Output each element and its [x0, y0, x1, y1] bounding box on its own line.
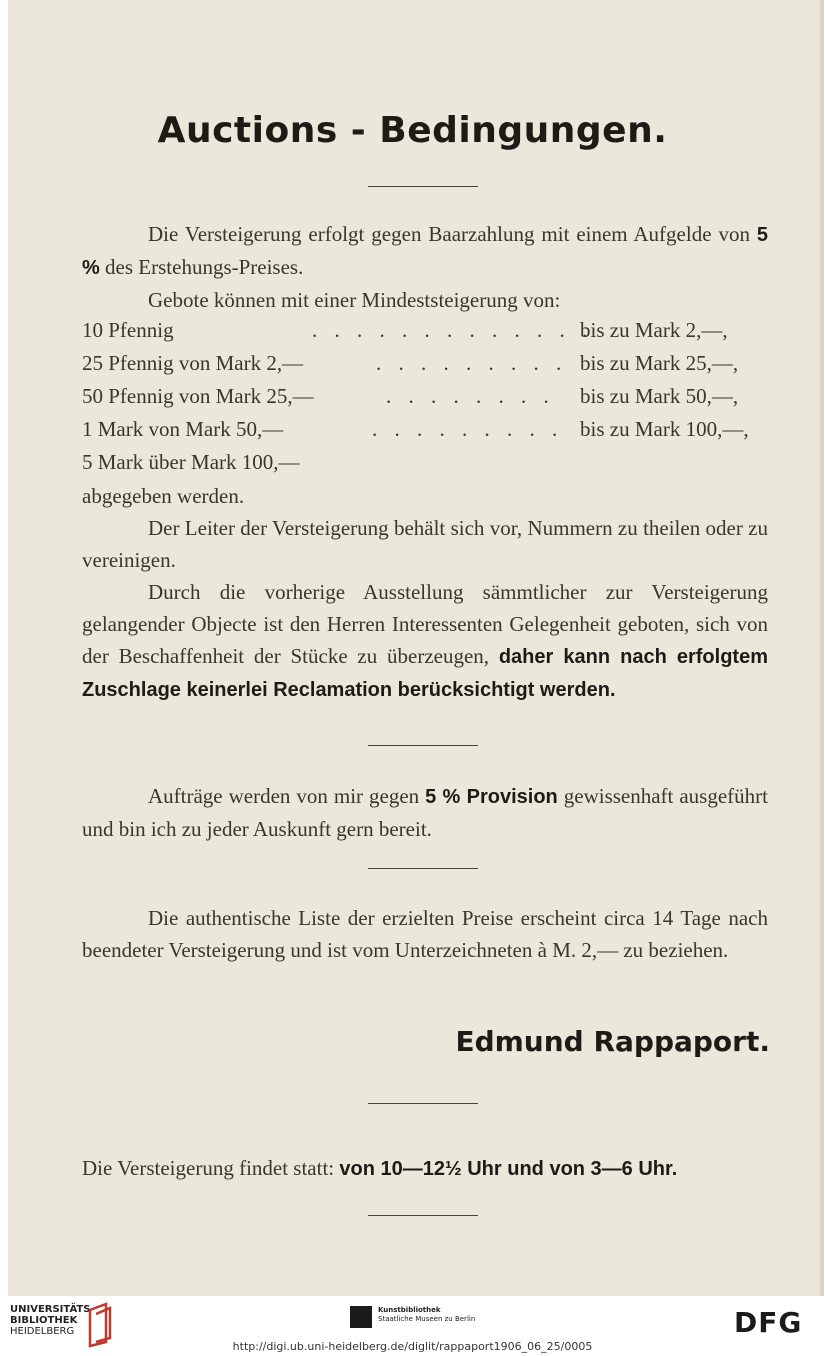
kunstbibliothek-name: Kunstbibliothek Staatliche Museen zu Berlin — [378, 1306, 476, 1323]
premium-percent: 5 % — [82, 224, 768, 279]
divider-rule — [368, 1103, 478, 1104]
tariff-range: bis zu Mark 100,—, — [580, 417, 749, 441]
tariff-range: bis zu Mark 50,—, — [580, 384, 739, 408]
bid-intro: Gebote können mit einer Mindeststeigerung von: — [148, 288, 561, 312]
paragraph-lots: Der Leiter der Versteigerung behält sich vor, Nummern zu theilen oder zu vereinigen. — [82, 516, 768, 572]
auction-hours-pre: Die Versteigerung findet statt: — [82, 1156, 340, 1180]
tariff-leader-dots: . . . . . . . . . — [372, 417, 564, 441]
tariff-leader-dots: . . . . . . . . . — [376, 351, 568, 375]
auction-hours — [82, 1156, 772, 1181]
library-name: UNIVERSITÄTS- BIBLIOTHEK HEIDELBERG — [10, 1304, 95, 1337]
tariff-lead: 1 Mark von Mark 50,— — [82, 417, 284, 441]
table-row — [82, 314, 772, 347]
auction-hours-times: von 10—12½ Uhr und von 3—6 Uhr. — [339, 1158, 678, 1180]
tariff-lead: 10 Pfennig — [82, 318, 174, 342]
table-row — [82, 413, 772, 446]
paragraph-payment — [82, 218, 768, 316]
payment-text-post: des Erstehungs-Preises. — [99, 255, 304, 279]
tariff-lead: 50 Pfennig von Mark 25,— — [82, 384, 314, 408]
table-row — [82, 446, 772, 479]
tariff-lead: 5 Mark über Mark 100,— — [82, 450, 300, 474]
tariff-lead: 25 Pfennig von Mark 2,— — [82, 351, 304, 375]
no-reclamation-notice: daher kann nach erfolgtem Zuschlage keinerlei Reclamation berücksichtigt werden. — [82, 646, 768, 701]
table-row — [82, 380, 772, 413]
divider-rule — [368, 868, 478, 869]
pricelist-text: Die authentische Liste der erzielten Preise erscheint circa 14 Tage nach beendeter Versteigerung und ist vom Unterzeichneten à M. 2,— zu beziehen. — [82, 906, 768, 962]
tariff-range: bis zu Mark 2,—, — [580, 318, 728, 342]
paragraph-pricelist — [82, 902, 768, 966]
source-url[interactable]: http://digi.ub.uni-heidelberg.de/diglit/rappaport1906_06_25/0005 — [232, 1340, 593, 1353]
kunstbibliothek-logo-icon — [350, 1306, 372, 1328]
payment-text-pre: Die Versteigerung erfolgt gegen Baarzahlung mit einem Aufgelde von — [148, 222, 757, 246]
commission-text-pre: Aufträge werden von mir gegen — [148, 784, 426, 808]
tariff-range: bis zu Mark 25,—, — [580, 351, 739, 375]
paragraph-exhibition — [82, 576, 768, 706]
bid-end: abgegeben werden. — [82, 484, 245, 508]
divider-rule — [368, 1215, 478, 1216]
divider-rule — [368, 186, 478, 187]
tariff-leader-dots: . . . . . . . . . . . . . — [312, 318, 594, 342]
paragraph-commission — [82, 780, 768, 845]
commission-text-post: gewissenhaft ausgeführt und bin ich zu jeder Auskunft gern bereit. — [82, 784, 768, 841]
page-title: Auctions - Bedingungen. — [157, 110, 668, 151]
divider-rule — [368, 745, 478, 746]
signature: Edmund Rappaport. — [455, 1025, 770, 1058]
tariff-leader-dots: . . . . . . . . — [386, 384, 555, 408]
dfg-logo: DFG — [734, 1306, 803, 1339]
commission-rate: 5 % Provision — [425, 786, 558, 808]
table-row — [82, 347, 772, 380]
paragraph-group — [82, 480, 768, 706]
bid-increment-table — [82, 314, 772, 479]
exhibition-text: Durch die vorherige Ausstellung sämmtlicher zur Versteigerung gelangender Objecte ist den Herren Interessenten Gelegenheit geboten, sich von der Beschaffenheit der Stücke zu überzeugen, — [82, 580, 768, 668]
